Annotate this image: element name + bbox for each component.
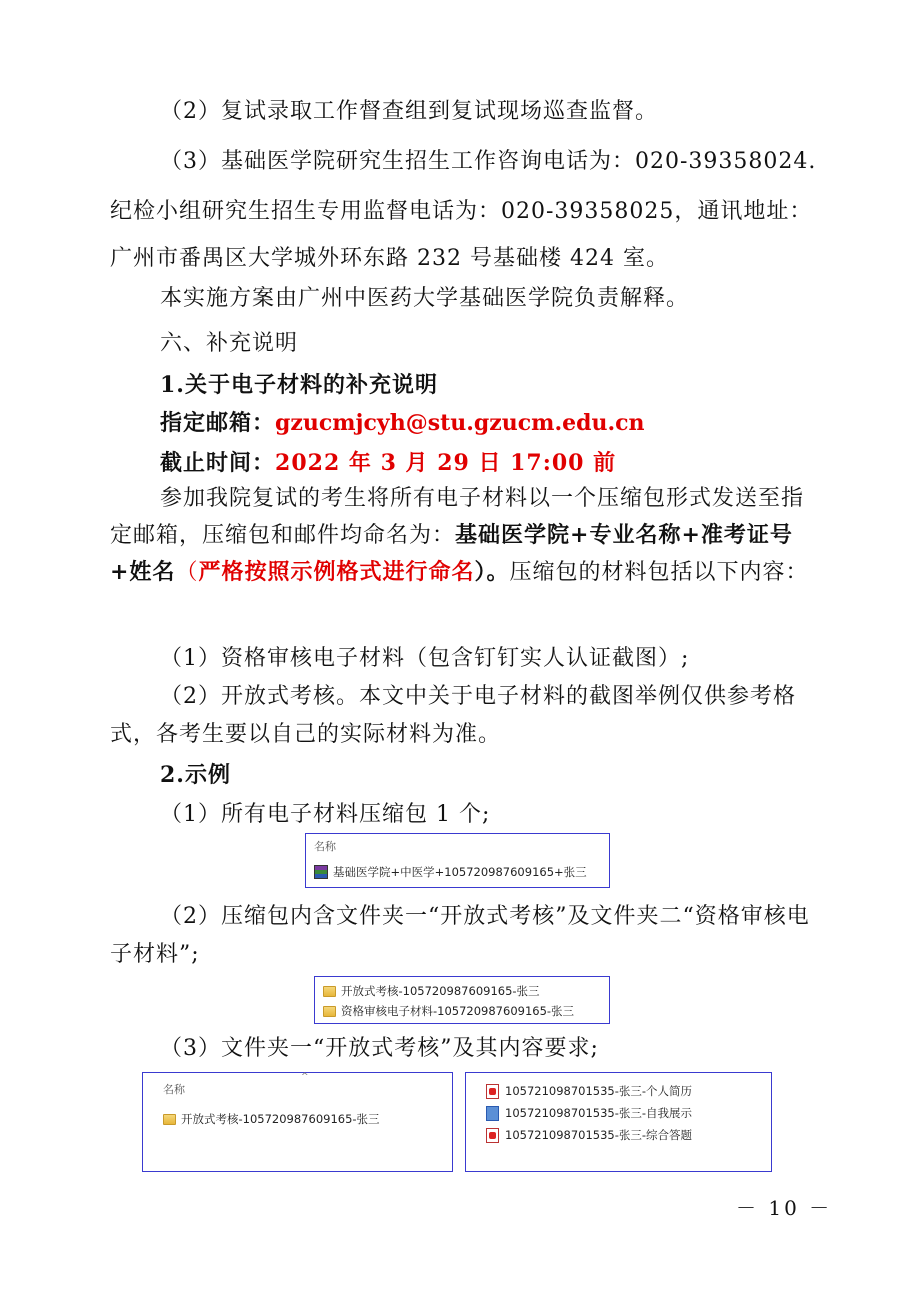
paren-close: ）。 xyxy=(474,559,510,585)
folder-row xyxy=(163,1111,432,1127)
file-row xyxy=(486,1105,751,1121)
text-line: （1）所有电子材料压缩包 1 个; xyxy=(160,802,491,827)
folder-icon xyxy=(323,986,336,997)
folder-icon xyxy=(163,1114,176,1125)
folder-name: 开放式考核-105720987609165-张三 xyxy=(341,984,540,998)
page-number: － 10 － xyxy=(736,1196,833,1220)
file-row xyxy=(486,1083,751,1099)
text-line: 本实施方案由广州中医药大学基础医学院负责解释。 xyxy=(160,286,690,311)
text-line: 广州市番禺区大学城外环东路 232 号基础楼 424 室。 xyxy=(110,246,669,271)
email-line xyxy=(160,404,860,442)
mp4-icon xyxy=(486,1106,499,1121)
text-line: （3）基础医学院研究生招生工作咨询电话为：020-39358024. xyxy=(160,149,817,174)
file-name: 105721098701535-张三-自我展示 xyxy=(505,1106,693,1120)
naming-warning: 严格按照示例格式进行命名 xyxy=(198,559,475,585)
folders-screenshot xyxy=(314,976,610,1024)
email-label: 指定邮箱： xyxy=(160,410,276,436)
email-value: gzucmjcyh@stu.gzucm.edu.cn xyxy=(275,410,645,436)
paragraph-text: 压缩包的材料包括以下内容： xyxy=(509,560,809,585)
paren-open: （ xyxy=(175,560,199,585)
deadline-line xyxy=(160,444,860,482)
deadline-label: 截止时间： xyxy=(160,450,276,476)
column-header: 名称 xyxy=(314,840,336,853)
subsection-heading: 2.示例 xyxy=(160,762,231,788)
folder-contents-screenshot xyxy=(465,1072,772,1172)
paragraph-text: 参加我院复试的考生将所有电子材料以一个压缩包形式发送至指定邮箱，压缩包和邮件均命名为： xyxy=(110,486,805,548)
text-paragraph: （2）开放式考核。本文中关于电子材料的截图举例仅供参考格式，各考生要以自己的实际材料为准。 xyxy=(110,684,796,747)
folder-row xyxy=(323,983,601,999)
naming-format: 基础医学院+专业名称+准考证号+姓名 xyxy=(110,522,793,585)
file-name: 105721098701535-张三-个人简历 xyxy=(505,1084,693,1098)
folder-name: 开放式考核-105720987609165-张三 xyxy=(181,1112,380,1126)
pdf-icon xyxy=(486,1128,499,1143)
file-row xyxy=(486,1127,751,1143)
text-paragraph: （2）压缩包内含文件夹一“开放式考核”及文件夹二“资格审核电子材料”; xyxy=(110,904,810,967)
subsection-heading: 1.关于电子材料的补充说明 xyxy=(160,372,438,398)
folder-icon xyxy=(323,1006,336,1017)
naming-paragraph xyxy=(110,480,810,591)
section-heading: 六、补充说明 xyxy=(160,331,299,356)
text-line: （3）文件夹一“开放式考核”及其内容要求; xyxy=(160,1036,599,1061)
text-line: （2）复试录取工作督查组到复试现场巡查监督。 xyxy=(160,99,658,124)
column-header xyxy=(163,1072,432,1097)
folder-row xyxy=(323,1003,601,1019)
text-line: （1）资格审核电子材料（包含钉钉实人认证截图）; xyxy=(160,646,690,671)
archive-screenshot xyxy=(305,833,610,888)
file-name: 105721098701535-张三-综合答题 xyxy=(505,1128,693,1142)
rar-archive-icon xyxy=(314,865,328,879)
file-row xyxy=(314,864,601,880)
deadline-value: 2022 年 3 月 29 日 17:00 前 xyxy=(275,450,617,476)
folder-name: 资格审核电子材料-105720987609165-张三 xyxy=(341,1004,575,1018)
column-header-label: 名称 xyxy=(163,1083,185,1096)
pdf-icon xyxy=(486,1084,499,1099)
file-name: 基础医学院+中医学+105720987609165+张三 xyxy=(333,865,587,879)
text-line: 纪检小组研究生招生专用监督电话为：020-39358025，通讯地址： xyxy=(110,199,813,224)
sort-caret-icon: ^ xyxy=(301,1072,309,1082)
folder-detail-screenshot xyxy=(142,1072,453,1172)
